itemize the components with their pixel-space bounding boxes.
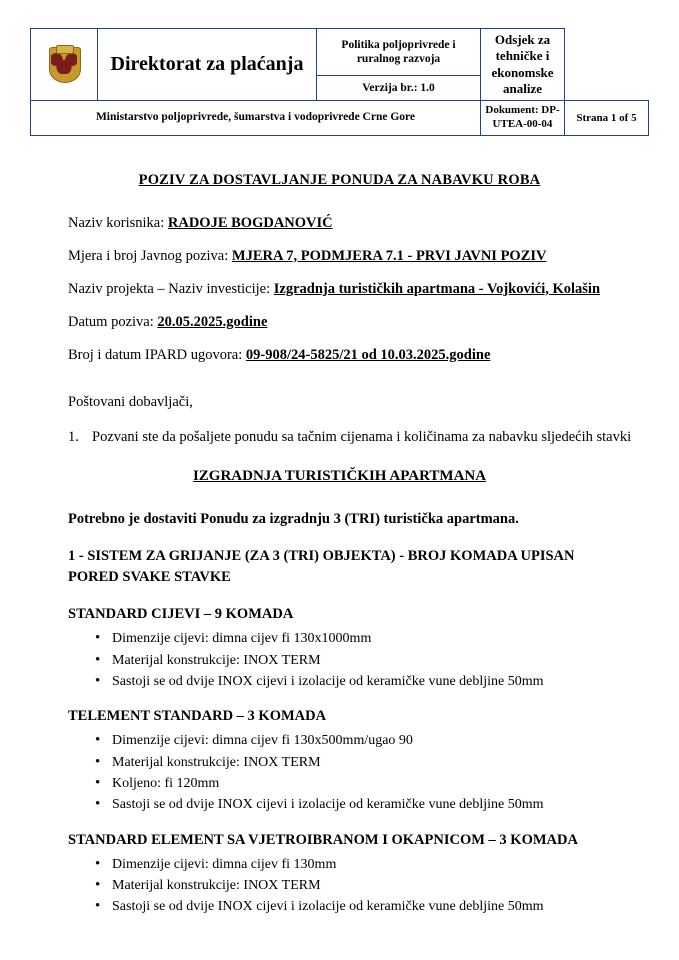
field-label: Broj i datum IPARD ugovora: [68, 346, 246, 363]
spec-group-standard-element [68, 830, 649, 918]
intro-paragraph-1: Potrebno je dostaviti Ponudu za izgradnju 3 (TRI) turistička apartmana. [68, 511, 519, 528]
spec-group-standard-cijevi [68, 604, 649, 692]
header-ministry: Ministarstvo poljoprivrede, šumarstva i vodoprivrede Crne Gore [31, 101, 481, 136]
field-value: 09-908/24-5825/21 od 10.03.2025.godine [245, 346, 491, 363]
field-value: Izgradnja turističkih apartmana - Vojkovići, Kolašin [273, 280, 601, 297]
field-row-project [68, 279, 649, 300]
numbered-item-1 [68, 427, 649, 448]
header-page-number: Strana 1 of 5 [565, 101, 649, 136]
field-row-date [68, 312, 649, 333]
section-title: IZGRADNJA TURISTIČKIH APARTMANA [192, 467, 487, 484]
montenegro-coat-of-arms-icon [42, 43, 86, 87]
document-header-table [30, 28, 649, 136]
field-row-measure [68, 246, 649, 267]
document-body [30, 170, 649, 918]
group-heading: TELEMENT STANDARD – 3 KOMADA [68, 708, 327, 725]
field-value: 20.05.2025.godine [157, 313, 268, 330]
list-item: • Dimenzije cijevi: dimna cijev fi 130mm [112, 855, 649, 875]
group-item-list [68, 629, 649, 692]
field-label: Mjera i broj Javnog poziva: [68, 247, 232, 264]
list-item: • Koljeno: fi 120mm [112, 774, 649, 794]
list-item: • Materijal konstrukcije: INOX TERM [112, 876, 649, 896]
list-item: • Materijal konstrukcije: INOX TERM [112, 651, 649, 671]
field-row-beneficiary [68, 213, 649, 234]
field-label: Datum poziva: [68, 313, 158, 330]
salutation: Poštovani dobavljači, [68, 393, 193, 410]
list-item: • Sastoji se od dvije INOX cijevi i izolacije od keramičke vune debljine 50mm [112, 897, 649, 917]
list-item: • Sastoji se od dvije INOX cijevi i izolacije od keramičke vune debljine 50mm [112, 672, 649, 692]
list-item: • Sastoji se od dvije INOX cijevi i izolacije od keramičke vune debljine 50mm [112, 795, 649, 815]
header-department: Odsjek za tehničke i ekonomske analize [481, 29, 565, 101]
spec-group-telement-standard [68, 706, 649, 815]
item-text: Pozvani ste da pošaljete ponudu sa tačnim cijenama i količinama za nabavku sljedećih stavki [92, 428, 632, 445]
header-policy: Politika poljoprivrede i ruralnog razvoja [317, 29, 481, 76]
list-item: • Dimenzije cijevi: dimna cijev fi 130x500mm/ugao 90 [112, 731, 649, 751]
list-item: • Dimenzije cijevi: dimna cijev fi 130x1000mm [112, 629, 649, 649]
header-version: Verzija br.: 1.0 [317, 76, 481, 101]
field-row-contract [68, 345, 649, 366]
field-label: Naziv korisnika: [68, 214, 168, 231]
page-title: POZIV ZA DOSTAVLJANJE PONUDA ZA NABAVKU ROBA [138, 171, 541, 188]
group-heading: STANDARD ELEMENT SA VJETROIBRANOM I OKAPNICOM – 3 KOMADA [68, 831, 578, 848]
list-item: • Materijal konstrukcije: INOX TERM [112, 753, 649, 773]
header-title: Direktorat za plaćanja [98, 29, 317, 101]
coat-of-arms-cell [31, 29, 98, 101]
field-value: MJERA 7, PODMJERA 7.1 - PRVI JAVNI POZIV [231, 247, 547, 264]
intro-paragraph-2: 1 - SISTEM ZA GRIJANJE (ZA 3 (TRI) OBJEKTA) - BROJ KOMADA UPISAN PORED SVAKE STAVKE [68, 548, 575, 586]
field-value: RADOJE BOGDANOVIĆ [167, 214, 333, 231]
field-label: Naziv projekta – Naziv investicije: [68, 280, 274, 297]
group-heading: STANDARD CIJEVI – 9 KOMADA [68, 606, 294, 623]
header-document-number: Dokument: DP-UTEA-00-04 [481, 101, 565, 136]
group-item-list [68, 855, 649, 918]
item-number: 1. [68, 428, 79, 445]
group-item-list [68, 731, 649, 815]
